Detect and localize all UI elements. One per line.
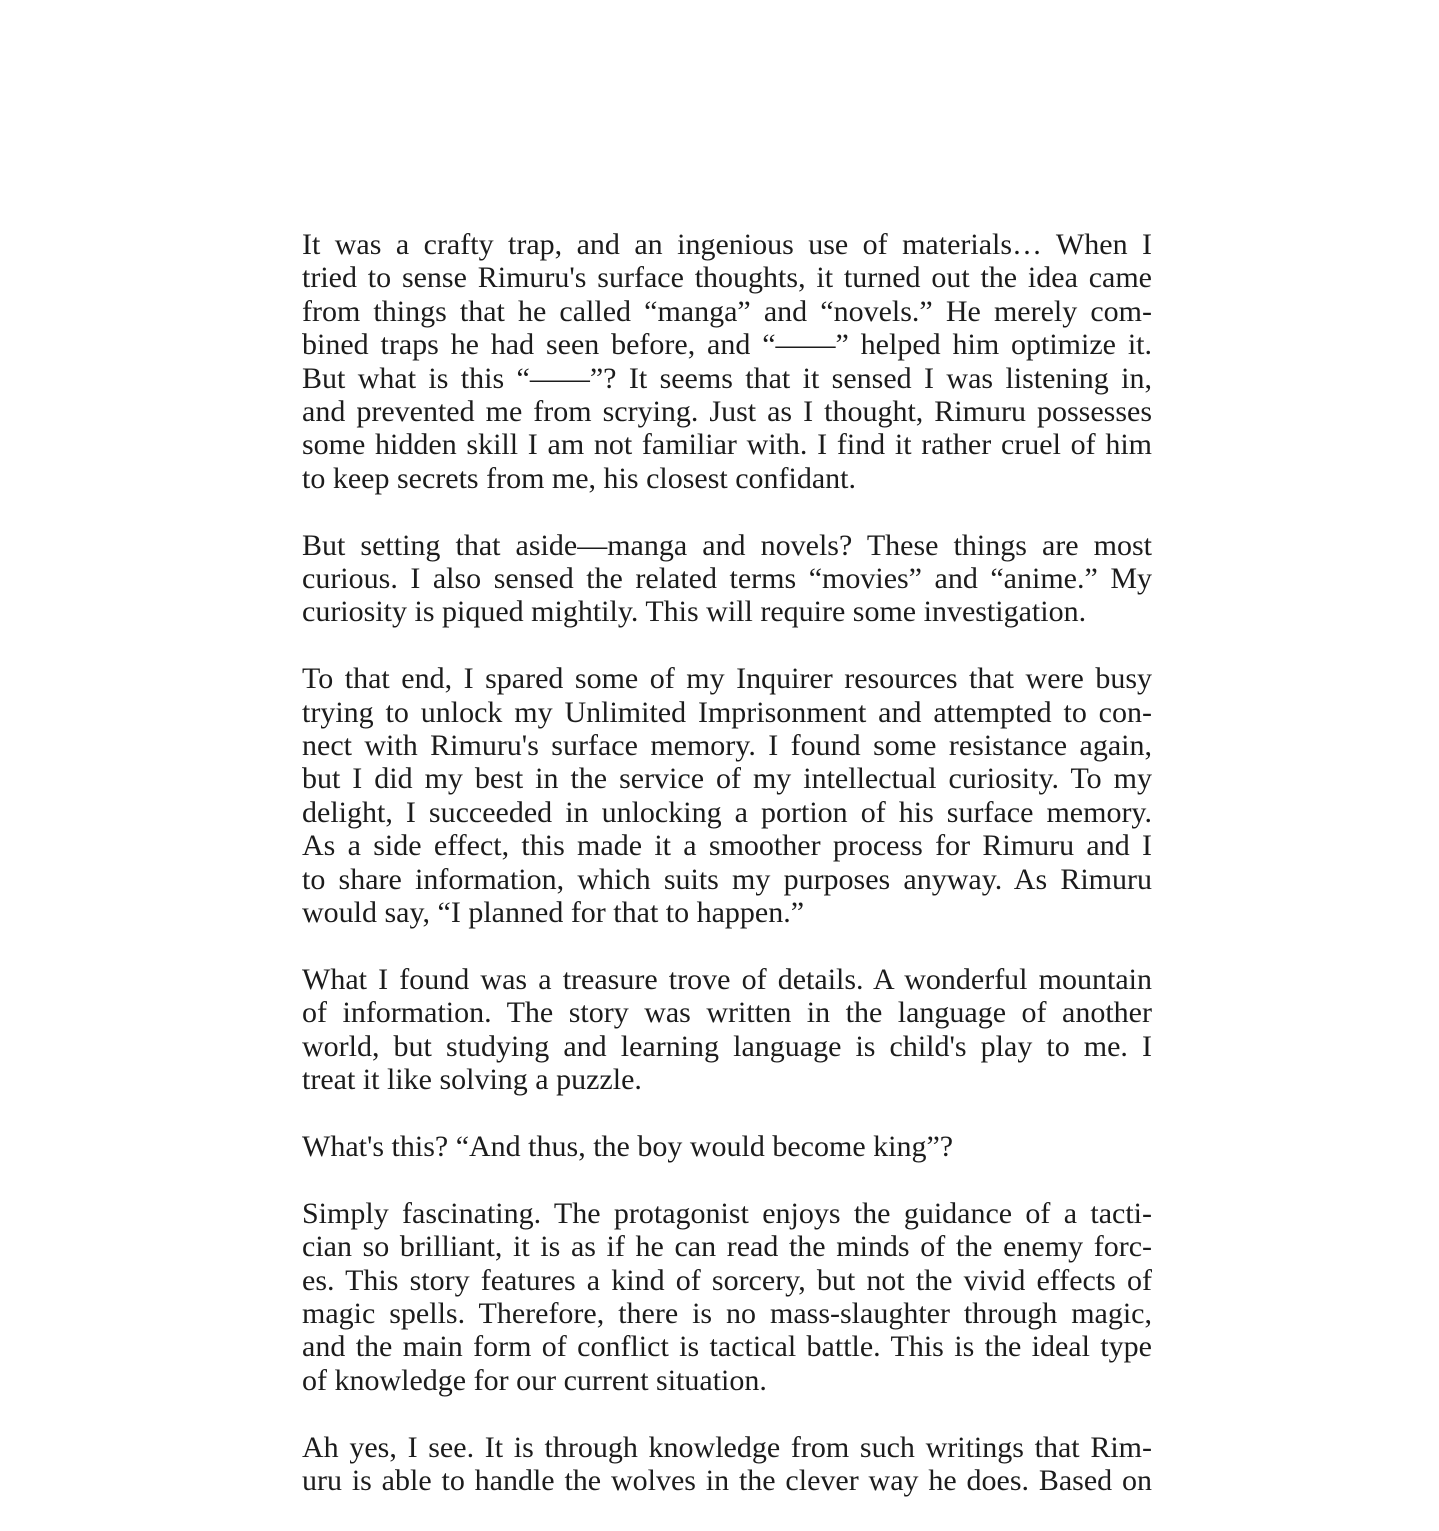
text-line: treat it like solving a puzzle. [302,1063,642,1097]
text-line: As a side effect, this made it a smoother process for Rimuru and I [302,829,1152,863]
text-line: of information. The story was written in the language of another [302,996,1152,1030]
text-line: would say, “I planned for that to happen.” [302,896,805,930]
text-line: uru is able to handle the wolves in the clever way he does. Based on [302,1463,1152,1497]
paragraph-5 [302,1130,1152,1163]
text-line: and prevented me from scrying. Just as I thought, Rimuru possesses [302,395,1152,429]
text-line: to share information, which suits my purposes anyway. As Rimuru [302,862,1152,896]
text-line: But setting that aside—manga and novels? These things are most [302,528,1152,562]
text-line: It was a crafty trap, and an ingenious use of materials… When I [302,228,1152,261]
text-line: What's this? “And thus, the boy would become king”? [302,1129,954,1163]
paragraph-6 [302,1197,1152,1397]
text-line: Simply fascinating. The protagonist enjoys the guidance of a tacti- [302,1196,1152,1230]
text-line: but I did my best in the service of my intellectual curiosity. To my [302,762,1152,796]
text-line: to keep secrets from me, his closest confidant. [302,461,857,495]
text-line: bined traps he had seen before, and “——” helped him optimize it. [302,328,1152,362]
text-line: and the main form of conflict is tactical battle. This is the ideal type [302,1330,1152,1364]
text-line: magic spells. Therefore, there is no mass-slaughter through magic, [302,1296,1152,1330]
text-line: es. This story features a kind of sorcery, but not the vivid effects of [302,1263,1152,1297]
text-line: To that end, I spared some of my Inquirer resources that were busy [302,662,1152,696]
text-line: cian so brilliant, it is as if he can read the minds of the enemy forc- [302,1230,1152,1264]
text-line: Ah yes, I see. It is through knowledge from such writings that Rim- [302,1430,1152,1464]
text-line: from things that he called “manga” and “novels.” He merely com- [302,294,1152,328]
text-line: some hidden skill I am not familiar with. I find it rather cruel of him [302,428,1152,462]
paragraph-2 [302,529,1152,629]
text-line: trying to unlock my Unlimited Imprisonment and attempted to con- [302,695,1152,729]
paragraph-4 [302,963,1152,1097]
text-page [302,228,1152,1531]
text-line: curious. I also sensed the related terms “movies” and “anime.” My [302,562,1152,596]
text-line: tried to sense Rimuru's surface thoughts, it turned out the idea came [302,261,1152,295]
text-line: But what is this “——”? It seems that it sensed I was listening in, [302,361,1152,395]
paragraph-7 [302,1431,1152,1498]
paragraph-3 [302,662,1152,929]
text-line: nect with Rimuru's surface memory. I found some resistance again, [302,729,1152,763]
text-line: delight, I succeeded in unlocking a portion of his surface memory. [302,795,1152,829]
text-line: world, but studying and learning language is child's play to me. I [302,1029,1152,1063]
text-line: of knowledge for our current situation. [302,1363,767,1397]
text-line: What I found was a treasure trove of details. A wonderful mountain [302,962,1152,996]
paragraph-1 [302,228,1152,495]
text-line: curiosity is piqued mightily. This will require some investigation. [302,595,1087,629]
